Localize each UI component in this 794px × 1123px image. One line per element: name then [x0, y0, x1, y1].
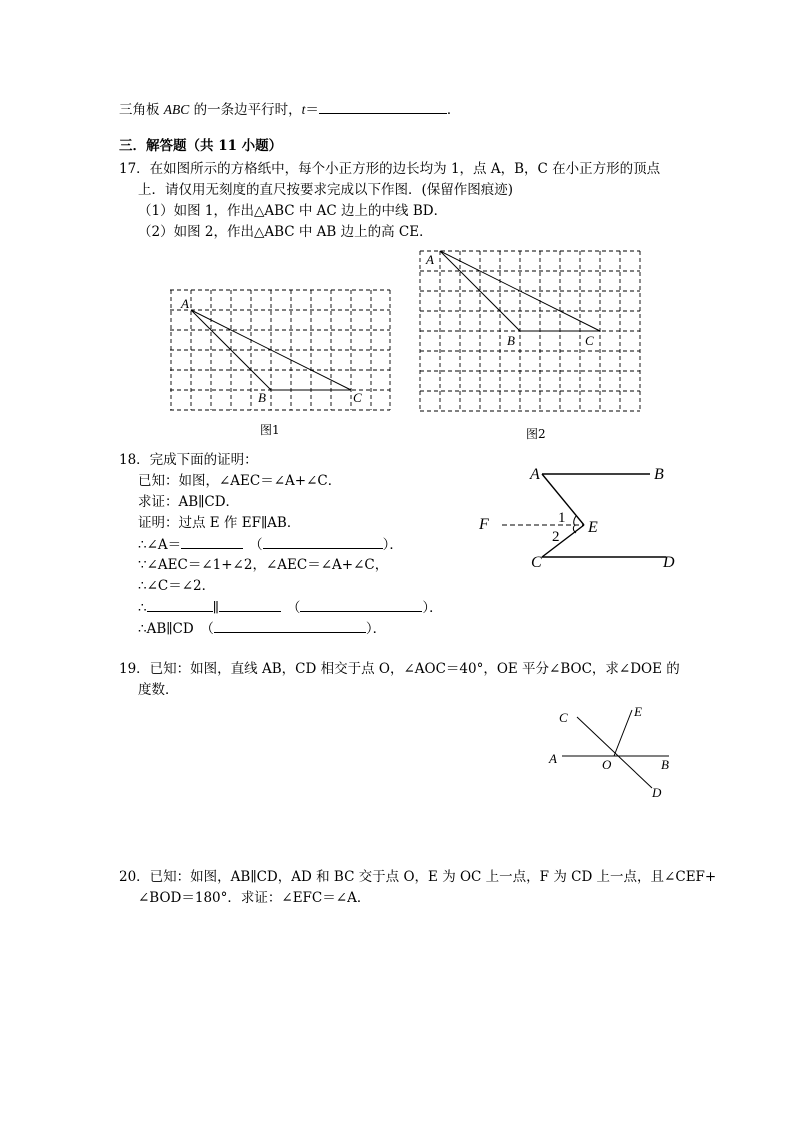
q17-line1: 17．在如图所示的方格纸中，每个小正方形的边长均为 1，点 A，B，C 在小正方形的顶点: [119, 161, 661, 177]
label-b: B: [654, 466, 664, 483]
figure-lines: [562, 710, 669, 788]
figure2-caption: 图2: [526, 427, 546, 441]
q19-figure: [544, 700, 684, 804]
q16-tail: 三角板 ABC 的一条边平行时，t＝ ．: [119, 102, 461, 118]
q18-title: 18．完成下面的证明：: [119, 452, 258, 468]
q18-proof: 证明：过点 E 作 EF∥AB．: [138, 515, 301, 531]
label-a: A: [426, 252, 434, 267]
label-c: C: [531, 554, 542, 571]
q18-step5: ∴AB∥CD （ ）．: [138, 621, 387, 637]
label-a: A: [549, 751, 557, 766]
label-b: B: [661, 757, 669, 772]
label-c: C: [353, 390, 362, 405]
figure1-caption: 图1: [260, 423, 280, 437]
section-title: 三．解答题（共 11 小题）: [119, 138, 283, 154]
label-1: 1: [558, 510, 566, 526]
q17-line2: 上．请仅用无刻度的直尺按要求完成以下作图．(保留作图痕迹): [138, 182, 514, 198]
label-d: D: [663, 554, 675, 571]
q19-line2: 度数．: [138, 682, 179, 698]
q18-step3: ∴∠C＝∠2．: [138, 578, 216, 594]
q17-part2: （2）如图 2，作出△ABC 中 AB 边上的高 CE．: [138, 224, 433, 240]
q17-figure1: [170, 288, 392, 412]
label-c: C: [559, 710, 568, 725]
q18-step1: ∴∠A＝ （ ）．: [138, 537, 403, 553]
label-f: F: [479, 516, 489, 533]
label-b: B: [507, 333, 515, 348]
q20-line2: ∠BOD＝180°．求证：∠EFC＝∠A．: [138, 890, 371, 906]
q18-figure: [476, 460, 686, 575]
label-d: D: [652, 785, 662, 800]
label-2: 2: [552, 529, 560, 545]
label-c: C: [585, 333, 594, 348]
reason-blank[interactable]: [214, 619, 366, 633]
q19-line1: 19．已知：如图，直线 AB，CD 相交于点 O，∠AOC＝40°，OE 平分∠BOC，求∠DOE 的: [119, 661, 680, 677]
answer-blank[interactable]: [319, 100, 447, 114]
q18-given: 已知：如图，∠AEC＝∠A+∠C．: [138, 473, 342, 489]
answer-blank[interactable]: [147, 598, 213, 612]
label-o: O: [602, 757, 612, 772]
reason-blank[interactable]: [300, 598, 422, 612]
label-e: E: [634, 704, 642, 719]
q17-figure2: [419, 249, 643, 413]
answer-blank[interactable]: [219, 598, 281, 612]
q18-step2: ∵∠AEC＝∠1+∠2，∠AEC＝∠A+∠C，: [138, 557, 389, 573]
q20-line1: 20．已知：如图，AB∥CD，AD 和 BC 交于点 O，E 为 OC 上一点，F 为 CD 上一点，且∠CEF+: [119, 869, 717, 885]
q17-part1: （1）如图 1，作出△ABC 中 AC 边上的中线 BD．: [138, 203, 448, 219]
reason-blank[interactable]: [263, 535, 383, 549]
q18-step4: ∴ ∥ （ ）．: [138, 600, 443, 616]
label-e: E: [588, 519, 598, 536]
label-a: A: [181, 296, 189, 311]
answer-blank[interactable]: [181, 535, 243, 549]
q18-prove: 求证：AB∥CD．: [138, 494, 240, 510]
label-b: B: [258, 390, 266, 405]
label-a: A: [530, 466, 540, 483]
